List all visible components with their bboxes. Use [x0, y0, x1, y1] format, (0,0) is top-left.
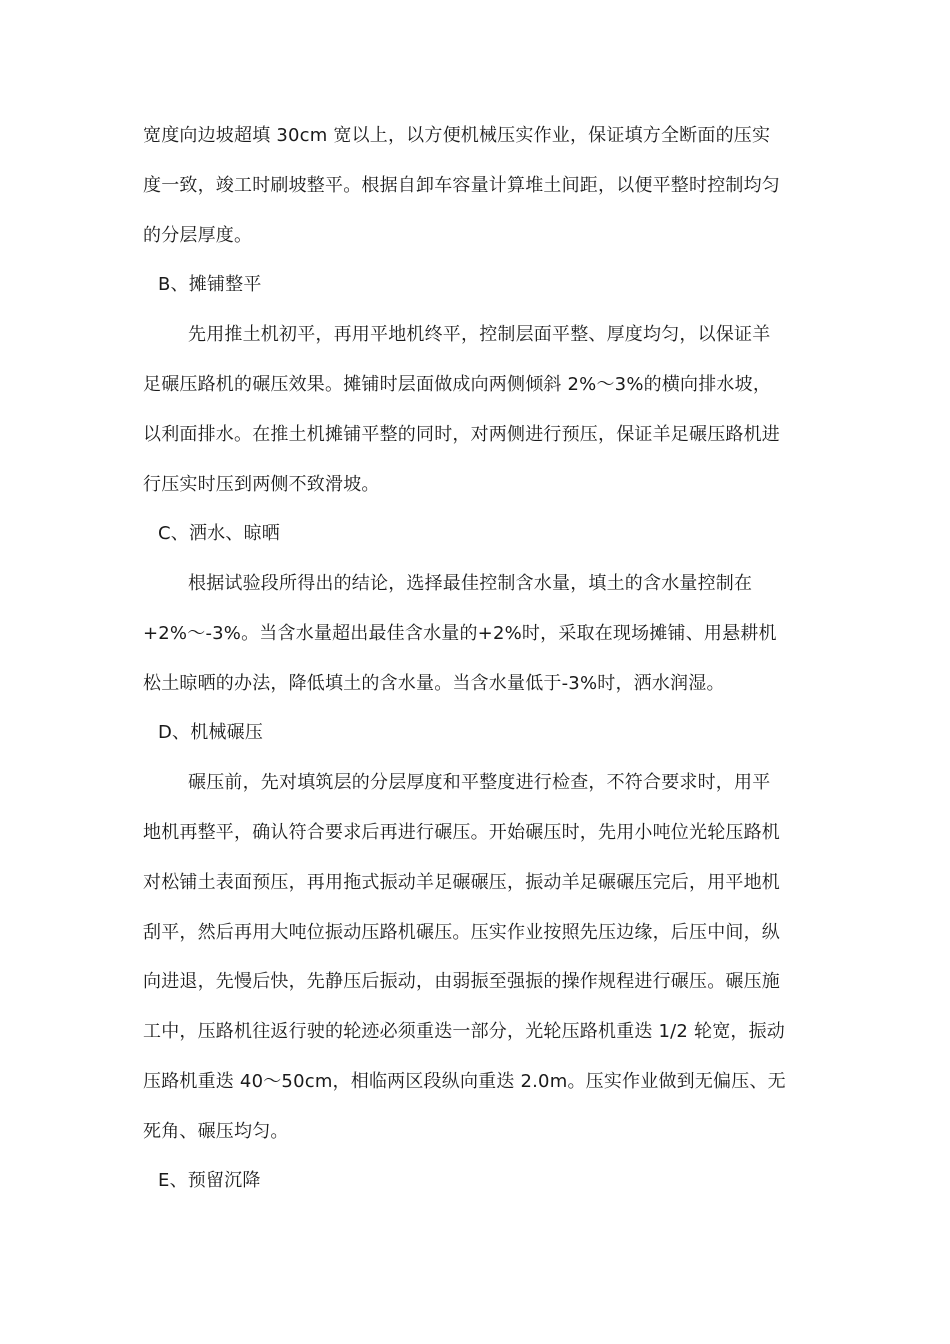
paragraph-line: 压路机重迭 40～50cm，相临两区段纵向重迭 2.0m。压实作业做到无偏压、无 [143, 1071, 786, 1092]
paragraph-line: 先用推土机初平，再用平地机终平，控制层面平整、厚度均匀，以保证羊 [188, 324, 771, 345]
paragraph-line: 死角、碾压均匀。 [143, 1121, 289, 1142]
section-heading-b: B、摊铺整平 [158, 274, 262, 295]
paragraph-line: 以利面排水。在推土机摊铺平整的同时，对两侧进行预压，保证羊足碾压路机进 [143, 424, 780, 445]
paragraph-line: 对松铺土表面预压，再用拖式振动羊足碾碾压，振动羊足碾碾压完后，用平地机 [143, 872, 780, 893]
section-heading-e: E、预留沉降 [158, 1170, 261, 1191]
paragraph-line: 向进退，先慢后快，先静压后振动，由弱振至强振的操作规程进行碾压。碾压施 [143, 971, 780, 992]
paragraph-line: 宽度向边坡超填 30cm 宽以上，以方便机械压实作业，保证填方全断面的压实 [143, 125, 771, 146]
paragraph-line: 刮平，然后再用大吨位振动压路机碾压。压实作业按照先压边缘，后压中间，纵 [143, 922, 780, 943]
paragraph-line: +2%～-3%。当含水量超出最佳含水量的+2%时，采取在现场摊铺、用悬耕机 [143, 623, 777, 644]
paragraph-line: 根据试验段所得出的结论，选择最佳控制含水量，填土的含水量控制在 [188, 573, 753, 594]
paragraph-line: 地机再整平，确认符合要求后再进行碾压。开始碾压时，先用小吨位光轮压路机 [143, 822, 780, 843]
paragraph-line: 行压实时压到两侧不致滑坡。 [143, 474, 380, 495]
paragraph-line: 松土晾晒的办法，降低填土的含水量。当含水量低于-3%时，洒水润湿。 [143, 673, 725, 694]
section-heading-c: C、洒水、晾晒 [158, 523, 280, 544]
paragraph-line: 工中，压路机往返行驶的轮迹必须重迭一部分，光轮压路机重迭 1/2 轮宽，振动 [143, 1021, 786, 1042]
paragraph-line: 碾压前，先对填筑层的分层厚度和平整度进行检查，不符合要求时，用平 [188, 772, 771, 793]
paragraph-line: 度一致，竣工时刷坡整平。根据自卸车容量计算堆土间距，以便平整时控制均匀 [143, 175, 780, 196]
paragraph-line: 的分层厚度。 [143, 225, 253, 246]
section-heading-d: D、机械碾压 [158, 722, 264, 743]
paragraph-line: 足碾压路机的碾压效果。摊铺时层面做成向两侧倾斜 2%～3%的横向排水坡， [143, 374, 772, 395]
